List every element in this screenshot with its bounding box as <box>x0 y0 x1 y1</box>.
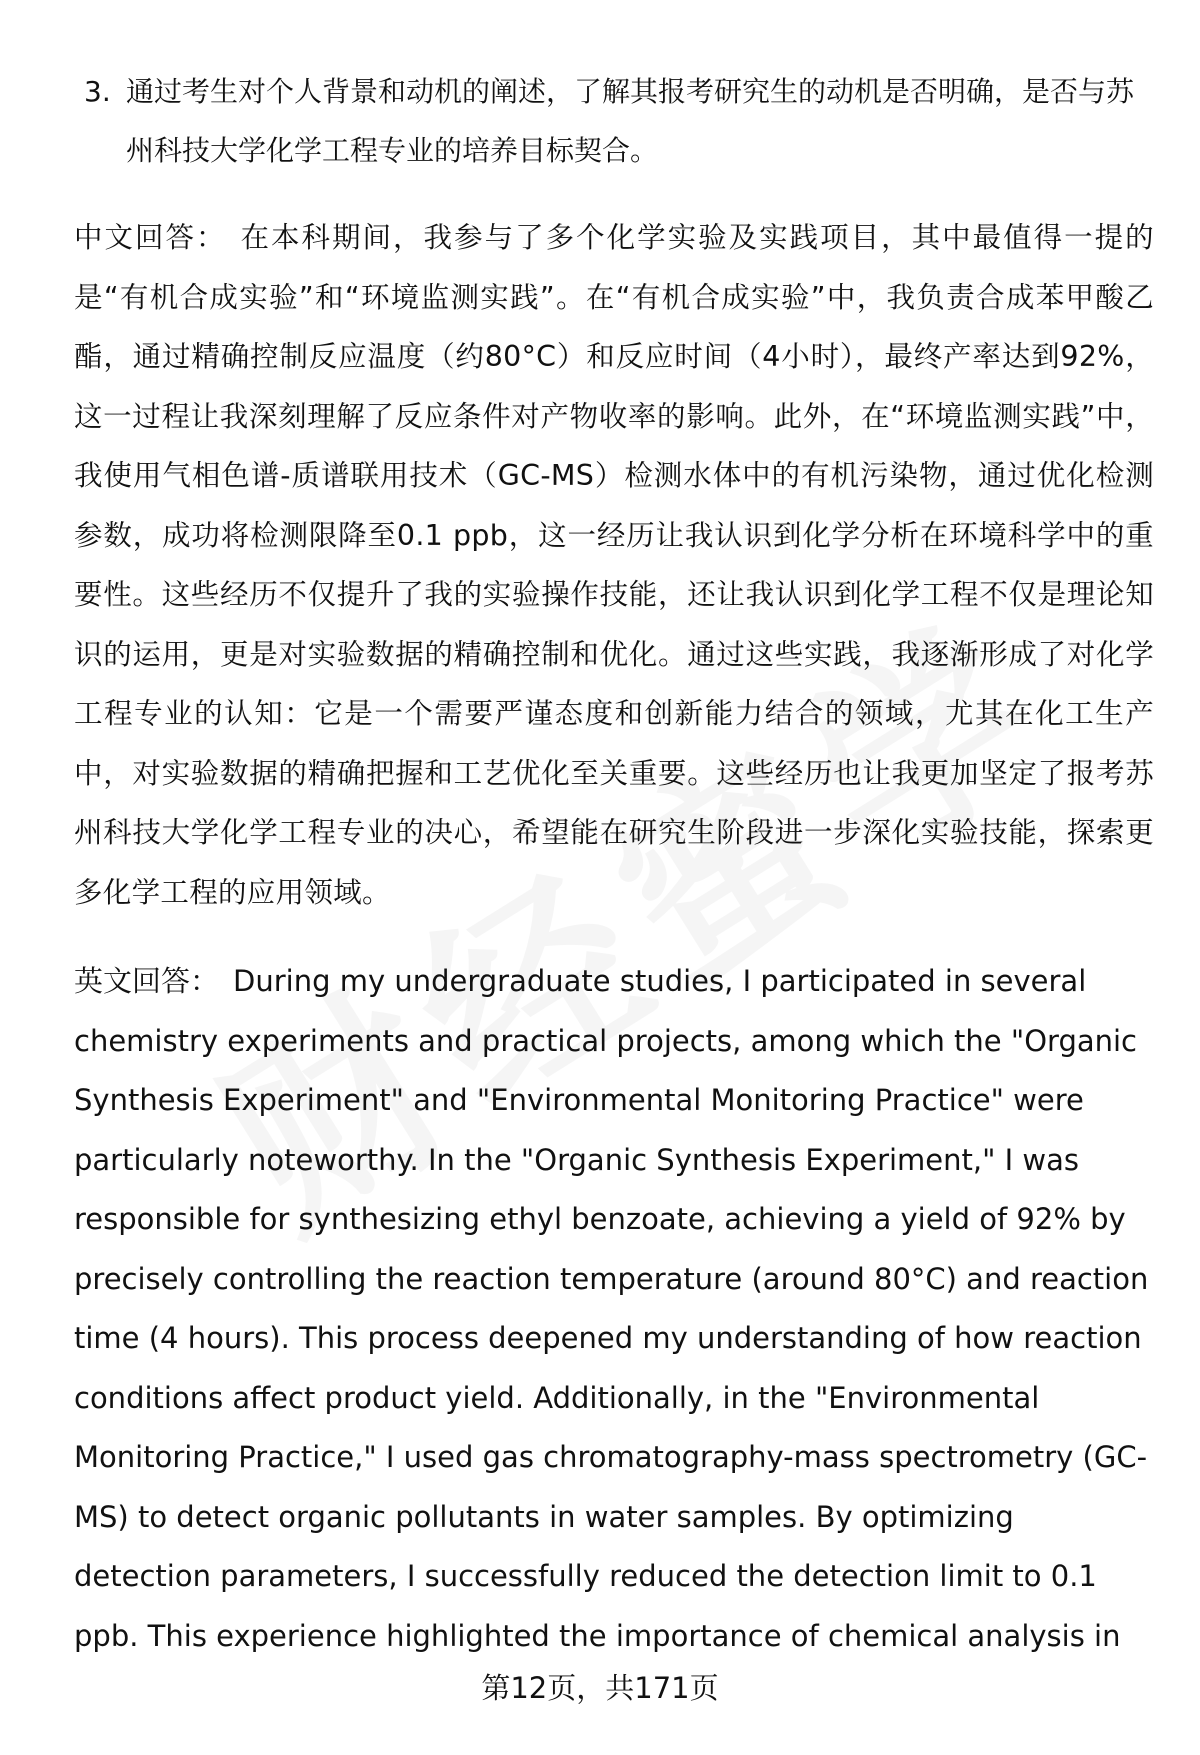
chinese-answer-paragraph <box>74 208 1154 922</box>
english-answer-text: During my undergraduate studies, I participated in several chemistry experiments and practical projects, among which the "Organic Synthesis Experiment" and "Environmental Monitoring Practice" were particularly noteworthy. In the "Organic Synthesis Experiment," I was responsible for synthesizing ethyl benzoate, achieving a yield of 92% by precisely controlling the reaction temperature (around 80°C) and reaction time (4 hours). This process deepened my understanding of how reaction conditions affect product yield. Additionally, in the "Environmental Monitoring Practice," I used gas chromatography-mass spectrometry (GC-MS) to detect organic pollutants in water samples. By optimizing detection parameters, I successfully reduced the detection limit to 0.1 ppb. This experience highlighted the importance of chemical analysis in <box>74 964 1149 1653</box>
question-number: 3. <box>84 75 111 108</box>
question-item <box>84 62 1144 180</box>
english-answer-label: 英文回答： <box>74 964 220 998</box>
chinese-answer-text: 在本科期间，我参与了多个化学实验及实践项目，其中最值得一提的是“有机合成实验”和“环境监测实践”。在“有机合成实验”中，我负责合成苯甲酸乙酯，通过精确控制反应温度（约80°C）和反应时间（4小时），最终产率达到92%，这一过程让我深刻理解了反应条件对产物收率的影响。此外，在“环境监测实践”中，我使用气相色谱-质谱联用技术（GC-MS）检测水体中的有机污染物，通过优化检测参数，成功将检测限降至0.1 ppb，这一经历让我认识到化学分析在环境科学中的重要性。这些经历不仅提升了我的实验操作技能，还让我认识到化学工程不仅是理论知识的运用，更是对实验数据的精确控制和优化。通过这些实践，我逐渐形成了对化学工程专业的认知：它是一个需要严谨态度和创新能力结合的领域，尤其在化工生产中，对实验数据的精确把握和工艺优化至关重要。这些经历也让我更加坚定了报考苏州科技大学化学工程专业的决心，希望能在研究生阶段进一步深化实验技能，探索更多化学工程的应用领域。 <box>74 221 1154 909</box>
question-text: 通过考生对个人背景和动机的阐述，了解其报考研究生的动机是否明确，是否与苏州科技大学化学工程专业的培养目标契合。 <box>126 75 1135 167</box>
page-number-footer: 第12页，共171页 <box>481 1671 719 1705</box>
chinese-answer-label: 中文回答： <box>74 221 227 254</box>
english-answer-paragraph <box>74 952 1154 1666</box>
